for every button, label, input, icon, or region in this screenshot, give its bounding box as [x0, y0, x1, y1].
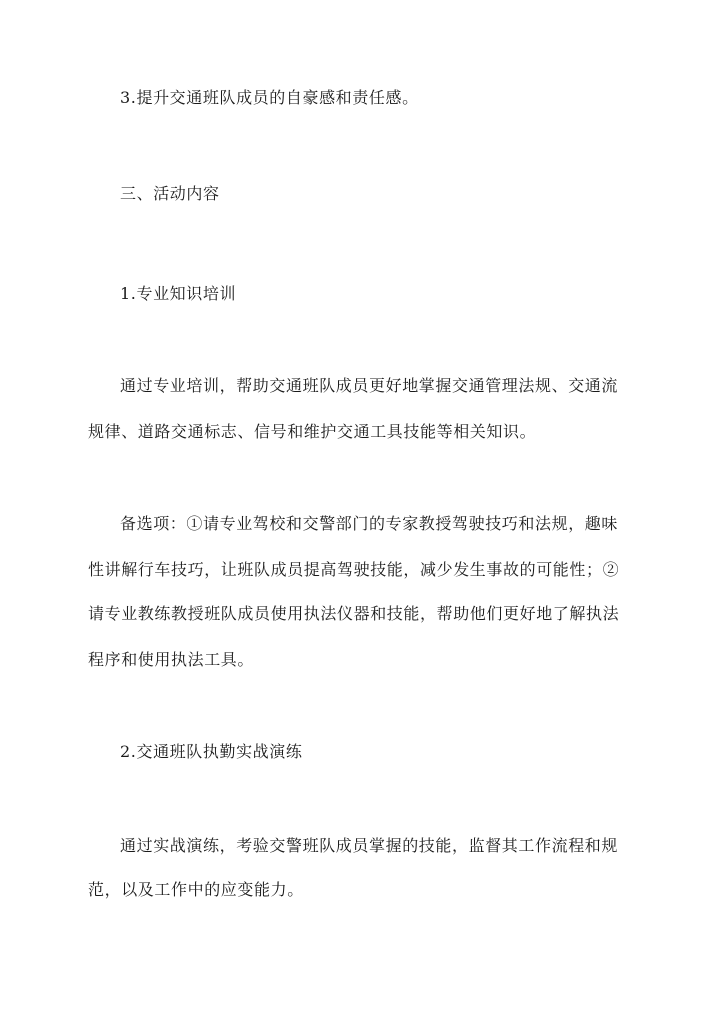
paragraph-drill-line-2: 范，以及工作中的应变能力。	[88, 880, 304, 899]
subheading-duty-drill: 2.交通班队执勤实战演练	[120, 742, 303, 761]
subheading-professional-training: 1.专业知识培训	[120, 284, 237, 303]
paragraph-training-line-1: 通过专业培训，帮助交通班队成员更好地掌握交通管理法规、交通流	[120, 376, 619, 395]
goal-item-3: 3.提升交通班队成员的自豪感和责任感。	[120, 88, 419, 107]
paragraph-drill-line-1: 通过实战演练，考验交警班队成员掌握的技能，监督其工作流程和规	[120, 836, 619, 855]
paragraph-options-line-2: 性讲解行车技巧，让班队成员提高驾驶技能，减少发生事故的可能性；②	[88, 560, 620, 579]
paragraph-options-line-4: 程序和使用执法工具。	[88, 650, 255, 669]
paragraph-training-line-2: 规律、道路交通标志、信号和维护交通工具技能等相关知识。	[88, 422, 537, 441]
section-heading-activity-content: 三、活动内容	[120, 184, 220, 203]
paragraph-options-line-3: 请专业教练教授班队成员使用执法仪器和技能，帮助他们更好地了解执法	[88, 604, 620, 623]
paragraph-options-line-1: 备选项：①请专业驾校和交警部门的专家教授驾驶技巧和法规，趣味	[120, 514, 619, 533]
